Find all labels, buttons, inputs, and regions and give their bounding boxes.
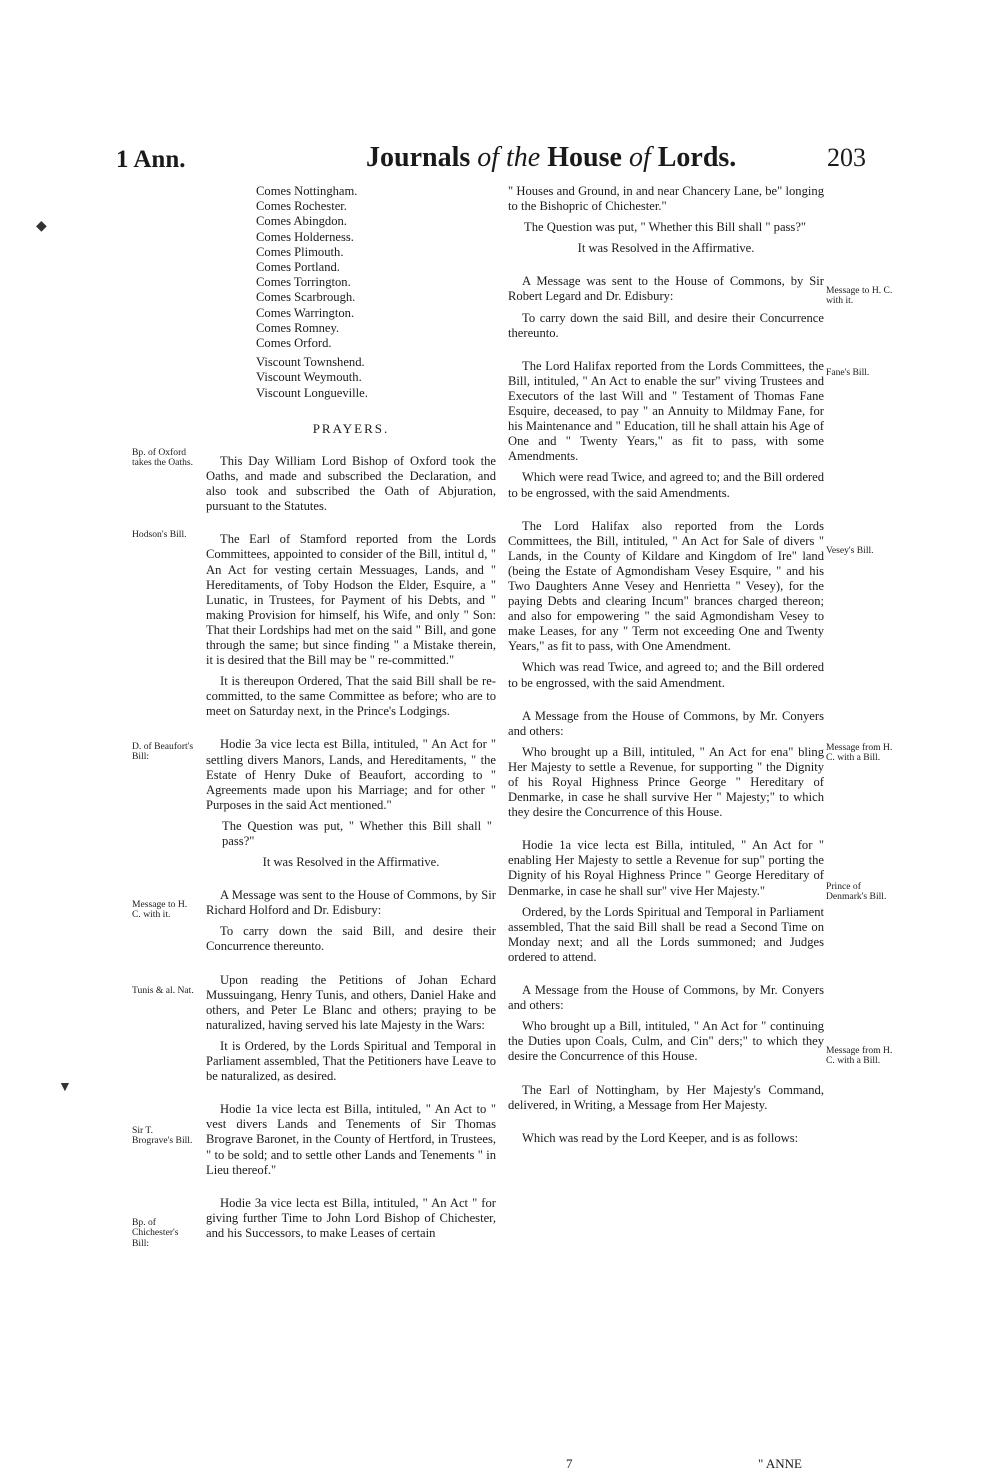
title-of-the: of the xyxy=(477,142,541,173)
entry-tunis-petitions: Upon reading the Petitions of Johan Echard Mussuingang, Henry Tunis, and others, Daniel Hake and others, and Peter Le Blanc and others; praying to be naturalized, having served his late Majesty in the Wars: xyxy=(206,972,496,1032)
margin-note-message-from-1: Message from H. C. with a Bill. xyxy=(826,742,893,764)
margin-note-fane: Fane's Bill. xyxy=(826,367,870,378)
signature-mark: 7 xyxy=(566,1456,573,1471)
entry-chichester-reading: Hodie 3a vice lecta est Billa, intituled, " An Act " for giving further Time to John Lord Bishop of Chichester, and his Successors, to make Leases of certain xyxy=(206,1195,496,1240)
margin-note-message-from-2: Message from H. C. with a Bill. xyxy=(826,1045,893,1067)
margin-note-message-2: Message to H. C. with it. xyxy=(826,285,893,307)
title-journals: Journals xyxy=(366,142,471,173)
entry-denmark-order: Ordered, by the Lords Spiritual and Temporal in Parliament assembled, That the said Bill shall be read a Second Time on Monday next; and all the Lords summoned; and Judges ordered to attend. xyxy=(508,904,824,964)
peer-list xyxy=(256,184,496,401)
entry-message-commons-1-purpose: To carry down the said Bill, and desire their Concurrence thereunto. xyxy=(206,924,496,954)
entry-chichester-question: The Question was put, " Whether this Bill shall " pass?" xyxy=(524,220,807,235)
bullet-mark-icon: ◆ xyxy=(36,219,47,234)
entry-chichester-resolved: It was Resolved in the Affirmative. xyxy=(577,241,755,256)
entry-message-commons-1: A Message was sent to the House of Commons, by Sir Richard Holford and Dr. Edisbury: xyxy=(206,888,496,918)
peer-entry: Comes Portland. xyxy=(256,260,340,275)
prayers-heading: PRAYERS. xyxy=(312,420,390,436)
entry-denmark-reading: Hodie 1a vice lecta est Billa, intituled, " An Act for " enabling Her Majesty to settle a Revenue for sup" porting the Dignity of his Royal Highness Prince " George Hereditary of Denmarke, in case he shall sur" vive Her Majesty." xyxy=(508,838,824,898)
entry-brograve-reading: Hodie 1a vice lecta est Billa, intituled, " An Act to " vest divers Lands and Tenements of Sir Thomas Brograve Baronet, in the County of Hertford, in Trustees, " to be sold; and to settle other Lands and Tenements " in Lieu thereof." xyxy=(206,1102,496,1177)
peer-entry: Viscount Longueville. xyxy=(256,385,368,400)
entry-hodson-report: The Earl of Stamford reported from the Lords Committees, appointed to consider of the Bill, intitul d, " An Act for vesting certain Messuages, Lands, and " Hereditaments, of Toby Hodson the Elder, Esquire, a " Lunatic, in Trustees, for Payment of his Debts, and " making Provision for himself, his Wife, and only " Son: That their Lordships had met on the said " Bill, and gone through the same; but since finding " a Mistake therein, it is desired that the Bill may be " re-committed." xyxy=(206,532,496,668)
margin-note-oxford: Bp. of Oxford takes the Oaths. xyxy=(132,447,194,469)
peer-entry: Comes Warrington. xyxy=(256,305,355,320)
margin-note-tunis: Tunis & al. Nat. xyxy=(132,985,194,996)
entry-message-commons-2: A Message was sent to the House of Commons, by Sir Robert Legard and Dr. Edisbury: xyxy=(508,274,824,304)
entry-chichester-continued: " Houses and Ground, in and near Chancery Lane, be" longing to the Bishopric of Chichester." xyxy=(508,184,824,214)
peer-entry: Comes Holderness. xyxy=(256,229,354,244)
entry-message-from-commons-2-bill: Who brought up a Bill, intituled, " An Act for " continuing the Duties upon Coals, Culm, and Cin" ders;" to which they desire the Concurrence of this House. xyxy=(508,1019,824,1064)
margin-note-brograve: Sir T. Brograve's Bill. xyxy=(132,1125,193,1147)
entry-message-from-commons-2: A Message from the House of Commons, by Mr. Conyers and others: xyxy=(508,983,824,1013)
peer-entry: Comes Plimouth. xyxy=(256,244,344,259)
margin-note-message-1: Message to H. C. with it. xyxy=(132,899,188,921)
entry-fane-report: The Lord Halifax reported from the Lords Committees, the Bill, intituled, " An Act to enable the sur" viving Trustees and Executors of the last Will and " Testament of Thomas Fane Esquire, deceased, to pay " an Annuity to Mildmay Fane, for his Maintenance and " Education, till he shall attain his Age of One and " Twenty Years," as fit to pass, with some Amendments. xyxy=(508,358,824,464)
peer-entry: Viscount Weymouth. xyxy=(256,370,362,385)
peer-entry: Comes Orford. xyxy=(256,336,332,351)
entry-beaufort-reading: Hodie 3a vice lecta est Billa, intituled, " An Act for " settling divers Manors, Lands, and Hereditaments, " the Estate of Henry Duke of Beaufort, according to " Agreements made upon his Marriage; and for other " Purposes in the said Act mentioned." xyxy=(206,737,496,812)
margin-note-chichester: Bp. of Chichester's Bill: xyxy=(132,1217,179,1249)
peer-entry: Comes Nottingham. xyxy=(256,184,358,198)
peer-entry: Comes Scarbrough. xyxy=(256,290,356,305)
running-head-title xyxy=(366,142,736,174)
entry-tunis-order: It is Ordered, by the Lords Spiritual and Temporal in Parliament assembled, That the Petitioners have Leave to be naturalized, as desired. xyxy=(206,1038,496,1084)
peer-entry: Comes Romney. xyxy=(256,320,340,335)
entry-beaufort-resolved: It was Resolved in the Affirmative. xyxy=(262,855,440,870)
entry-vesey-agreed: Which was read Twice, and agreed to; and the Bill ordered to be engrossed, with the said Amendment. xyxy=(508,660,824,690)
page-number: 203 xyxy=(827,143,866,172)
peer-entry: Viscount Townshend. xyxy=(256,355,365,370)
entry-message-from-commons-1: A Message from the House of Commons, by Mr. Conyers and others: xyxy=(508,708,824,738)
entry-beaufort-question: The Question was put, " Whether this Bill shall " pass?" xyxy=(222,818,492,848)
right-column xyxy=(508,184,824,1146)
margin-note-beaufort: D. of Beaufort's Bill: xyxy=(132,741,194,763)
catchword: " ANNE xyxy=(758,1456,802,1471)
entry-message-commons-2-purpose: To carry down the said Bill, and desire their Concurrence thereunto. xyxy=(508,310,824,340)
peer-entry: Comes Torrington. xyxy=(256,275,351,290)
title-of: of xyxy=(628,142,651,173)
entry-hodson-order: It is thereupon Ordered, That the said Bill shall be re-committed, to the same Committee as before; who are to meet on Saturday next, in the Prince's Lodgings. xyxy=(206,674,496,719)
title-lords: Lords. xyxy=(657,142,737,173)
entry-nottingham-message: The Earl of Nottingham, by Her Majesty's Command, delivered, in Writing, a Message from Her Majesty. xyxy=(508,1082,824,1112)
pin-mark-icon: ▼ xyxy=(58,1080,72,1095)
entry-oxford-oaths: This Day William Lord Bishop of Oxford took the Oaths, and made and subscribed the Declaration, and also took and subscribed the Oath of Abjuration, pursuant to the Statutes. xyxy=(206,453,496,514)
entry-lord-keeper-read: Which was read by the Lord Keeper, and is as follows: xyxy=(522,1130,799,1145)
entry-fane-agreed: Which were read Twice, and agreed to; and the Bill ordered to be engrossed, with the said Amendments. xyxy=(508,470,824,500)
peer-entry: Comes Abingdon. xyxy=(256,214,347,229)
margin-note-vesey: Vesey's Bill. xyxy=(826,545,874,556)
left-column xyxy=(206,184,496,1241)
margin-note-denmark: Prince of Denmark's Bill. xyxy=(826,881,887,903)
margin-note-hodson: Hodson's Bill. xyxy=(132,529,187,540)
running-head-left: 1 Ann. xyxy=(116,146,186,173)
peer-entry: Comes Rochester. xyxy=(256,199,347,214)
entry-message-from-commons-1-bill: Who brought up a Bill, intituled, " An Act for ena" bling Her Majesty to settle a Revenue, for supporting " the Dignity of his Royal Highness Prince George " Hereditary of Denmarke, in case he shall survive Her " Majesty;" to which they desire the Concurrence of this House. xyxy=(508,744,824,820)
entry-vesey-report: The Lord Halifax also reported from the Lords Committees, the Bill, intituled, " An Act for Sale of divers " Lands, in the County of Kildare and Kingdom of Ire" land (being the Estate of Agmondisham Vesey Esquire, " and his Two Daughters Anne Vesey and Henrietta " Vesey), for the paying Debts and clearing Incum" brances charged thereon; and also for empowering " the said Agmondisham Vesey to make Leases, for any " Term not exceeding One and Twenty Years," as fit to pass, with One Amendment. xyxy=(508,518,824,654)
title-house: House xyxy=(547,142,622,173)
